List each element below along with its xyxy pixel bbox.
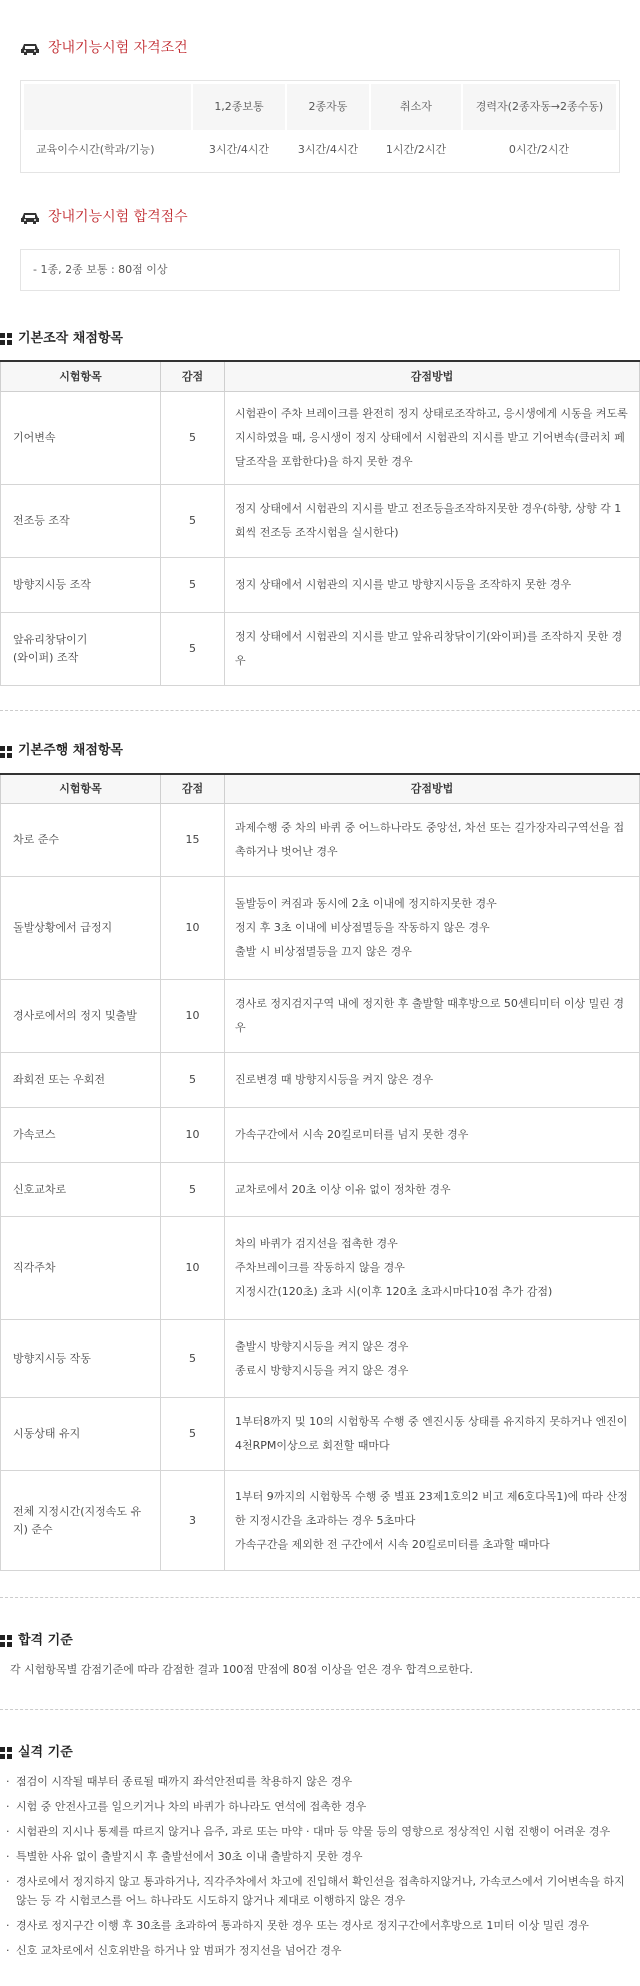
method-cell [225,980,640,1053]
item-cell: 돌발상황에서 급정지 [1,877,161,980]
grid-icon [0,1635,12,1647]
table-row [1,391,640,484]
grid-icon [0,746,12,758]
item-cell: 차로 준수 [1,804,161,877]
qualification-header-row [24,84,616,130]
method-text: 출발 시 비상점멸등을 끄지 않은 경우 [235,945,412,958]
qualification-cell: 3시간/4시간 [208,143,270,157]
qualification-title [0,37,640,61]
page [0,37,640,1986]
score-cell: 15 [161,804,225,877]
basic-driving-table [0,773,640,1572]
fail-criteria-list [0,1772,640,1960]
grid-icon [0,1747,12,1759]
pass-score-title [0,206,640,230]
method-cell [225,484,640,557]
table-row [1,1398,640,1471]
item-cell: 앞유리창닦이기 (와이퍼) 조작 [1,612,161,685]
divider [0,1709,640,1710]
list-item: · 경사로 정지구간 이행 후 30초를 초과하여 통과하지 못한 경우 또는 경사로 정지구간에서후방으로 1미터 이상 밀린 경우 [6,1916,634,1935]
table-row [1,484,640,557]
method-cell [225,391,640,484]
method-text: 1부터 9까지의 시험항목 수행 중 별표 23제1호의2 비고 제6호다목1)에 따라 산정한 지정시간을 초과하는 경우 5초마다 [235,1489,628,1527]
method-cell [225,1053,640,1108]
method-text: 출발시 방향지시등을 켜지 않은 경우 [235,1339,409,1353]
list-item: · 신호 교차로에서 신호위반을 하거나 앞 범퍼가 정지선을 넘어간 경우 [6,1941,634,1960]
qualification-header-cell: 1,2종보통 [192,84,286,130]
table-header-cell: 감점 [161,774,225,804]
method-cell [225,804,640,877]
pass-score-text: - 1종, 2종 보통 : 80점 이상 [33,263,168,277]
method-text: 주차브레이크를 작동하지 않을 경우 [235,1261,405,1274]
table-header-row [1,361,640,391]
item-cell: 방향지시등 작동 [1,1320,161,1398]
qualification-cell: 1시간/2시간 [385,143,447,157]
table-header-cell: 감점방법 [225,361,640,391]
table-row [1,1217,640,1320]
score-cell: 10 [161,1108,225,1163]
car-icon [20,211,40,225]
qualification-header-cell: 경력자(2종자동→2종수동) [462,84,616,130]
divider [0,710,640,711]
score-cell: 5 [161,1398,225,1471]
method-cell [225,557,640,612]
method-text: 종료시 방향지시등을 켜지 않은 경우 [235,1363,409,1377]
table-row [1,557,640,612]
qualification-title-text: 장내기능시험 자격조건 [48,40,188,57]
table-row [1,1471,640,1571]
method-text: 가속구간을 제외한 전 구간에서 시속 20킬로미터를 초과할 때마다 [235,1537,550,1551]
item-cell: 전체 지정시간(지정속도 유지) 준수 [1,1471,161,1571]
item-cell: 전조등 조작 [1,484,161,557]
fail-criteria-title [0,1743,640,1763]
qualification-header-cell [24,84,192,130]
qualification-box [20,80,620,173]
grid-icon [0,333,12,345]
method-text: 정지 상태에서 시험관의 지시를 받고 전조등을조작하지못한 경우(하향, 상향 각 1회씩 전조등 조작시험을 실시한다) [235,501,622,539]
qualification-cell: 0시간/2시간 [508,143,570,157]
method-text: 정지 상태에서 시험관의 지시를 받고 방향지시등을 조작하지 못한 경우 [235,577,572,591]
table-row [1,1108,640,1163]
score-cell: 5 [161,1053,225,1108]
table-header-cell: 감점방법 [225,774,640,804]
item-cell: 시동상태 유지 [1,1398,161,1471]
table-row [1,1320,640,1398]
table-row [1,804,640,877]
score-cell: 10 [161,1217,225,1320]
score-cell: 5 [161,557,225,612]
pass-criteria-title-text: 합격 기준 [18,1632,73,1648]
method-text: 차의 바퀴가 검지선을 접촉한 경우 [235,1237,398,1250]
basic-operation-title-text: 기본조작 채점항목 [18,330,123,346]
method-text: 정지 상태에서 시험관의 지시를 받고 앞유리창닦이기(와이퍼)를 조작하지 못한 경우 [235,629,623,667]
score-cell: 10 [161,877,225,980]
pass-criteria-title [0,1631,640,1651]
pass-score-title-text: 장내기능시험 합격점수 [48,209,188,226]
method-cell [225,1108,640,1163]
list-item: · 시험관의 지시나 통제를 따르지 않거나 음주, 과로 또는 마약 · 대마 등 약물 등의 영향으로 정상적인 시험 진행이 어려운 경우 [6,1822,634,1841]
pass-score-box [20,249,620,291]
table-row [1,1053,640,1108]
method-cell [225,1163,640,1217]
method-cell [225,877,640,980]
method-cell [225,612,640,685]
method-text: 지정시간(120초) 초과 시(이후 120초 초과시마다10점 추가 감점) [235,1285,553,1298]
method-cell [225,1398,640,1471]
item-cell: 신호교차로 [1,1163,161,1217]
divider [0,1597,640,1598]
method-cell [225,1471,640,1571]
method-text: 시험관이 주차 브레이크를 완전히 정지 상태로조작하고, 응시생에게 시동을 켜도록 지시하였을 때, 응시생이 정지 상태에서 시험관의 지시를 받고 기어변속(클러치 페달조작을 포함한다)을 하지 못한 경우 [235,406,628,468]
score-cell: 3 [161,1471,225,1571]
item-cell: 좌회전 또는 우회전 [1,1053,161,1108]
basic-driving-title [0,742,640,762]
method-text: 교차로에서 20초 이상 이유 없이 정차한 경우 [235,1182,451,1196]
item-cell: 직각주차 [1,1217,161,1320]
method-text: 진로변경 때 방향지시등을 켜지 않은 경우 [235,1073,434,1086]
method-text: 1부터8까지 및 10의 시험항목 수행 중 엔진시동 상태를 유지하지 못하거나 엔진이 4천RPM이상으로 회전할 때마다 [235,1415,628,1452]
list-item: · 시험 중 안전사고를 일으키거나 차의 바퀴가 하나라도 연석에 접촉한 경우 [6,1797,634,1816]
method-text: 경사로 정지검지구역 내에 정지한 후 출발할 때후방으로 50센티미터 이상 밀린 경우 [235,997,624,1034]
basic-driving-title-text: 기본주행 채점항목 [18,743,123,759]
fail-criteria-title-text: 실격 기준 [18,1744,73,1760]
table-row [1,980,640,1053]
method-text: 과제수행 중 차의 바퀴 중 어느하나라도 중앙선, 차선 또는 길가장자리구역선을 접촉하거나 벗어난 경우 [235,821,625,858]
score-cell: 5 [161,1163,225,1217]
car-icon [20,42,40,56]
score-cell: 5 [161,1320,225,1398]
method-cell [225,1320,640,1398]
qualification-row [24,130,616,170]
item-cell: 가속코스 [1,1108,161,1163]
list-item: · 경사로에서 정지하지 않고 통과하거나, 직각주차에서 차고에 진입해서 확인선을 접촉하지않거나, 가속코스에서 기어변속을 하지 않는 등 각 시험코스를 어느 하나라도 시도하지 않거나 제대로 이행하지 않은 경우 [6,1872,634,1910]
method-text: 돌발등이 켜짐과 동시에 2초 이내에 정지하지못한 경우 [235,897,497,910]
item-cell: 방향지시등 조작 [1,557,161,612]
qualification-table [24,84,616,170]
score-cell: 5 [161,612,225,685]
item-cell: 경사로에서의 정지 및출발 [1,980,161,1053]
basic-operation-title [0,329,640,349]
table-header-cell: 시험항목 [1,361,161,391]
method-cell [225,1217,640,1320]
score-cell: 10 [161,980,225,1053]
qualification-header-cell: 취소자 [370,84,462,130]
method-text: 정지 후 3초 이내에 비상점멸등을 작동하지 않은 경우 [235,921,490,934]
pass-criteria-text: 각 시험항목별 감점기준에 따라 감점한 결과 100점 만점에 80점 이상을 얻은 경우 합격으로한다. [10,1663,473,1676]
list-item: · 점검이 시작될 때부터 종료될 때까지 좌석안전띠를 착용하지 않은 경우 [6,1772,634,1791]
table-header-cell: 시험항목 [1,774,161,804]
item-cell: 기어변속 [1,391,161,484]
list-item: · 특별한 사유 없이 출발지시 후 출발선에서 30초 이내 출발하지 못한 경우 [6,1847,634,1866]
table-header-row [1,774,640,804]
qualification-cell: 교육이수시간(학과/기능) [36,143,155,157]
table-row [1,612,640,685]
score-cell: 5 [161,484,225,557]
table-row [1,877,640,980]
method-text: 가속구간에서 시속 20킬로미터를 넘지 못한 경우 [235,1128,469,1141]
table-header-cell: 감점 [161,361,225,391]
basic-operation-table [0,360,640,686]
score-cell: 5 [161,391,225,484]
table-row [1,1163,640,1217]
qualification-cell: 3시간/4시간 [297,143,359,157]
qualification-header-cell: 2종자동 [286,84,370,130]
